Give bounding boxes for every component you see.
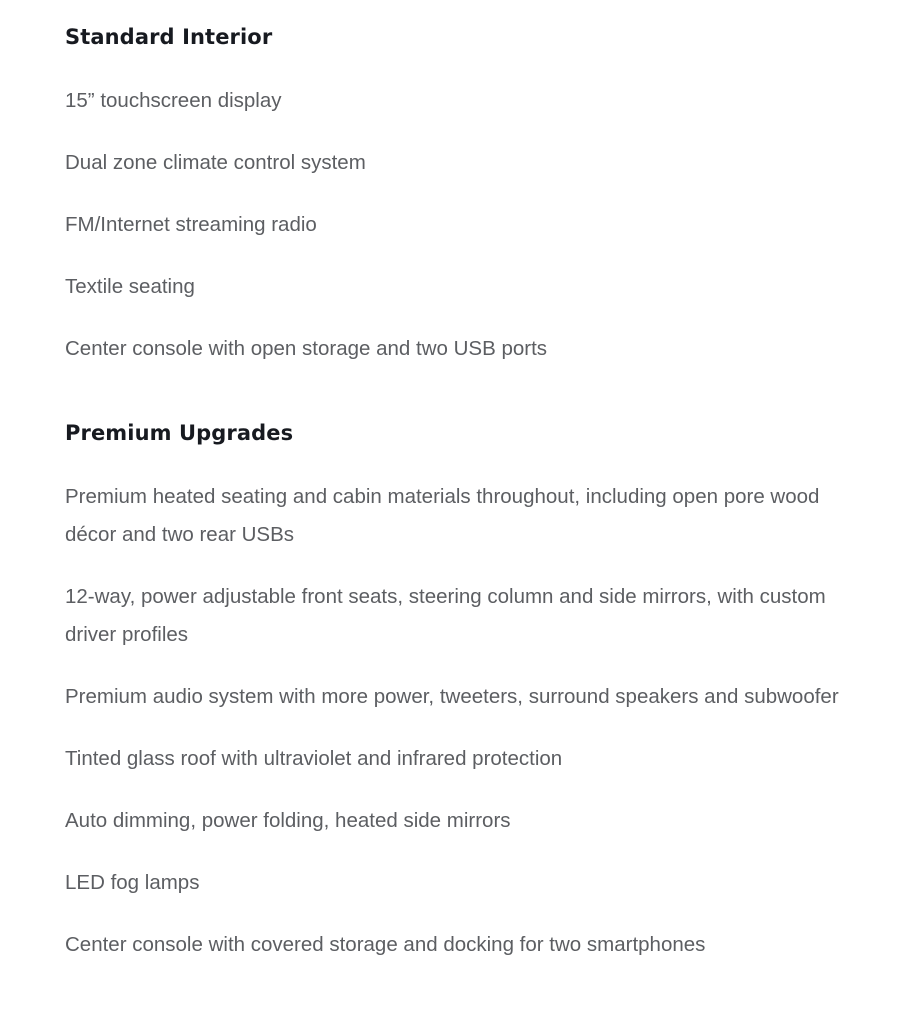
section-heading-standard-interior: Standard Interior bbox=[65, 25, 273, 49]
list-item: 12-way, power adjustable front seats, steering column and side mirrors, with custom driver profiles bbox=[65, 585, 826, 646]
premium-upgrades-list bbox=[65, 478, 845, 988]
list-item: Auto dimming, power folding, heated side mirrors bbox=[65, 809, 511, 832]
list-item: Premium heated seating and cabin materials throughout, including open pore wood décor and two rear USBs bbox=[65, 485, 820, 546]
list-item: Textile seating bbox=[65, 275, 195, 298]
section-heading-premium-upgrades: Premium Upgrades bbox=[65, 421, 294, 445]
list-item: FM/Internet streaming radio bbox=[65, 213, 317, 236]
list-item: Center console with covered storage and docking for two smartphones bbox=[65, 933, 706, 956]
list-item: 15” touchscreen display bbox=[65, 89, 282, 112]
list-item: Center console with open storage and two USB ports bbox=[65, 337, 548, 360]
list-item: Dual zone climate control system bbox=[65, 151, 366, 174]
list-item: Tinted glass roof with ultraviolet and infrared protection bbox=[65, 747, 563, 770]
standard-interior-list bbox=[65, 82, 547, 392]
list-item: Premium audio system with more power, tweeters, surround speakers and subwoofer bbox=[65, 685, 839, 708]
list-item: LED fog lamps bbox=[65, 871, 200, 894]
